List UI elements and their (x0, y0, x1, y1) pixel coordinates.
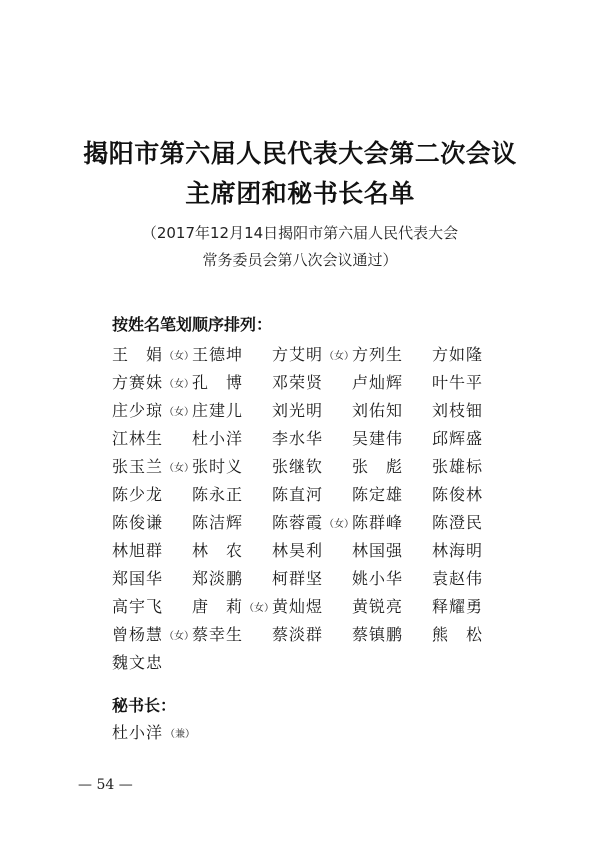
member-gender-note: （女） (164, 351, 195, 362)
member-name: 黄灿煜 (272, 597, 324, 616)
presidium-member (112, 649, 192, 677)
presidium-member (352, 537, 432, 565)
member-name: 孔 博 (192, 373, 244, 392)
presidium-member (112, 537, 192, 565)
member-name: 陈俊谦 (112, 513, 164, 532)
presidium-member (272, 593, 352, 621)
member-name: 方如隆 (432, 345, 484, 364)
member-name: 陈蓉霞 (272, 513, 324, 532)
member-name: 蔡淡群 (272, 625, 324, 644)
member-name: 林国强 (352, 541, 404, 560)
member-name: 刘枝钿 (432, 401, 484, 420)
member-name: 唐 莉 (192, 597, 244, 616)
member-name: 王 娟 (112, 345, 164, 364)
presidium-member (352, 621, 432, 649)
presidium-member (192, 509, 272, 537)
member-name: 陈永正 (192, 485, 244, 504)
presidium-member (432, 537, 512, 565)
presidium-member (352, 509, 432, 537)
secretary-general-name: 杜小洋 (112, 723, 164, 742)
member-name: 熊 松 (432, 625, 484, 644)
member-gender-note: （女） (164, 463, 195, 474)
presidium-member (432, 369, 512, 397)
member-name: 林海明 (432, 541, 484, 560)
member-name: 郑淡鹏 (192, 569, 244, 588)
presidium-member (112, 341, 195, 369)
presidium-member (112, 425, 192, 453)
member-name: 曾杨慧 (112, 625, 164, 644)
presidium-member (272, 341, 355, 369)
presidium-member (432, 453, 512, 481)
member-name: 张继钦 (272, 457, 324, 476)
presidium-member (192, 593, 275, 621)
member-name: 张 彪 (352, 457, 404, 476)
member-name: 邓荣贤 (272, 373, 324, 392)
document-title-line2: 主席团和秘书长名单 (185, 179, 415, 208)
document-subtitle-line2: 常务委员会第八次会议通过） (202, 251, 398, 269)
member-name: 庄少琼 (112, 401, 164, 420)
presidium-member (192, 537, 272, 565)
presidium-member (112, 453, 195, 481)
presidium-member (192, 565, 272, 593)
member-name: 林昊利 (272, 541, 324, 560)
presidium-member (112, 565, 192, 593)
member-name: 陈群峰 (352, 513, 404, 532)
presidium-member (272, 453, 352, 481)
document-title-line1: 揭阳市第六届人民代表大会第二次会议 (83, 139, 517, 168)
member-gender-note: （女） (164, 379, 195, 390)
secretary-general-note: （兼） (165, 729, 196, 740)
presidium-member (352, 593, 432, 621)
page-number: — 54 — (78, 777, 133, 793)
presidium-member (432, 621, 512, 649)
presidium-member (352, 453, 432, 481)
member-gender-note: （女） (164, 407, 195, 418)
presidium-member (272, 481, 352, 509)
member-name: 方列生 (352, 345, 404, 364)
member-name: 张玉兰 (112, 457, 164, 476)
member-name: 张时义 (192, 457, 244, 476)
member-name: 陈定雄 (352, 485, 404, 504)
presidium-member (192, 397, 272, 425)
presidium-name-list (112, 341, 512, 677)
presidium-member (272, 397, 352, 425)
member-gender-note: （女） (244, 603, 275, 614)
presidium-member (192, 481, 272, 509)
presidium-heading: 按姓名笔划顺序排列： (112, 315, 273, 334)
member-name: 蔡幸生 (192, 625, 244, 644)
presidium-member (192, 425, 272, 453)
member-name: 蔡镇鹏 (352, 625, 404, 644)
secretary-general-heading: 秘书长： (112, 696, 177, 715)
member-name: 刘光明 (272, 401, 324, 420)
member-name: 柯群坚 (272, 569, 324, 588)
presidium-member (112, 397, 195, 425)
presidium-member (352, 341, 432, 369)
member-name: 杜小洋 (192, 429, 244, 448)
presidium-member (192, 341, 272, 369)
presidium-member (352, 369, 432, 397)
member-name: 李水华 (272, 429, 324, 448)
presidium-member (432, 565, 512, 593)
presidium-member (272, 425, 352, 453)
presidium-member (352, 425, 432, 453)
member-name: 王德坤 (192, 345, 244, 364)
member-name: 郑国华 (112, 569, 164, 588)
member-name: 陈少龙 (112, 485, 164, 504)
member-name: 黄锐亮 (352, 597, 404, 616)
member-name: 姚小华 (352, 569, 404, 588)
presidium-member (432, 397, 512, 425)
presidium-member (432, 481, 512, 509)
presidium-member (352, 481, 432, 509)
presidium-member (432, 509, 512, 537)
presidium-member (272, 565, 352, 593)
presidium-member (432, 425, 512, 453)
presidium-member (272, 621, 352, 649)
presidium-member (352, 565, 432, 593)
member-name: 陈洁辉 (192, 513, 244, 532)
presidium-member (272, 509, 355, 537)
presidium-member (112, 621, 195, 649)
presidium-member (112, 593, 192, 621)
member-gender-note: （女） (164, 631, 195, 642)
member-name: 林 农 (192, 541, 244, 560)
member-name: 方赛妹 (112, 373, 164, 392)
member-name: 陈俊林 (432, 485, 484, 504)
member-gender-note: （女） (324, 519, 355, 530)
member-name: 张雄标 (432, 457, 484, 476)
secretary-general-entry (112, 719, 195, 749)
member-name: 高宇飞 (112, 597, 164, 616)
presidium-member (432, 341, 512, 369)
member-name: 陈澄民 (432, 513, 484, 532)
presidium-member (112, 369, 195, 397)
member-name: 江林生 (112, 429, 164, 448)
presidium-member (352, 397, 432, 425)
presidium-member (192, 453, 272, 481)
member-name: 庄建儿 (192, 401, 244, 420)
member-name: 魏文忠 (112, 653, 164, 672)
presidium-member (112, 481, 192, 509)
member-name: 叶牛平 (432, 373, 484, 392)
document-subtitle-line1: （2017年12月14日揭阳市第六届人民代表大会 (141, 224, 459, 242)
presidium-member (272, 537, 352, 565)
member-name: 袁赵伟 (432, 569, 484, 588)
member-name: 陈直河 (272, 485, 324, 504)
member-name: 释耀勇 (432, 597, 484, 616)
presidium-member (112, 509, 192, 537)
presidium-member (192, 621, 272, 649)
member-name: 林旭群 (112, 541, 164, 560)
member-gender-note: （女） (324, 351, 355, 362)
member-name: 卢灿辉 (352, 373, 404, 392)
presidium-member (192, 369, 272, 397)
member-name: 方艾明 (272, 345, 324, 364)
member-name: 刘佑知 (352, 401, 404, 420)
presidium-member (432, 593, 512, 621)
member-name: 邱辉盛 (432, 429, 484, 448)
member-name: 吴建伟 (352, 429, 404, 448)
presidium-member (272, 369, 352, 397)
